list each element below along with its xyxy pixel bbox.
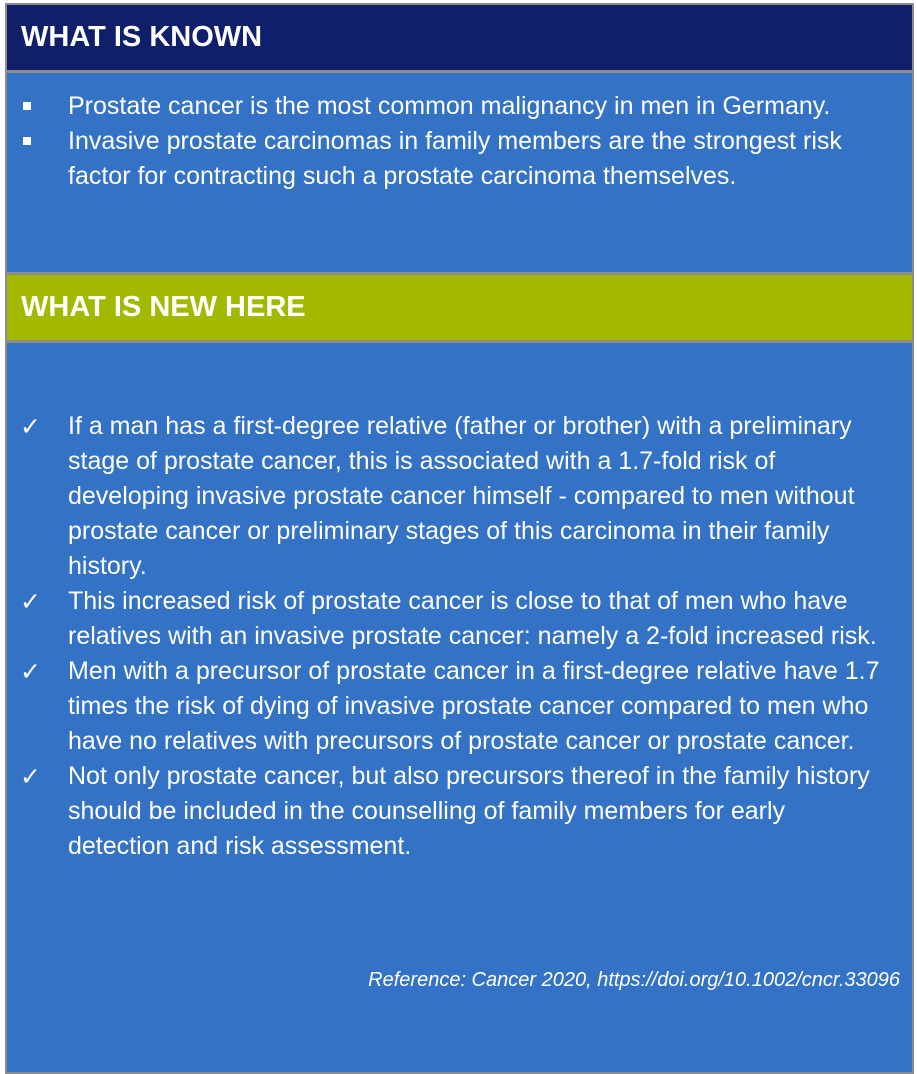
checkmark-icon: ✓ xyxy=(20,412,41,441)
list-item xyxy=(7,89,912,124)
list-item-text: Prostate cancer is the most common malignancy in men in Germany. xyxy=(68,92,831,120)
checkmark-icon: ✓ xyxy=(20,587,41,616)
what-is-new-header xyxy=(7,275,912,343)
list-item-text: If a man has a first-degree relative (father or brother) with a preliminary stage of prostate cancer, this is associated with a 1.7-fold risk of developing invasive prostate cancer himself - compared to men without prostate cancer or preliminary stages of this carcinoma in their family history. xyxy=(68,412,855,580)
infobox xyxy=(5,3,914,1074)
list-item-text: Not only prostate cancer, but also precursors thereof in the family history should be included in the counselling of family members for early detection and risk assessment. xyxy=(68,762,870,860)
list-item-text: Men with a precursor of prostate cancer in a first-degree relative have 1.7 times the risk of dying of invasive prostate cancer compared to men who have no relatives with precursors of prostate cancer or prostate cancer. xyxy=(68,657,880,755)
what-is-known-title: WHAT IS KNOWN xyxy=(21,21,263,53)
what-is-new-title: WHAT IS NEW HERE xyxy=(21,291,306,323)
list-item xyxy=(7,654,912,759)
reference-citation: Reference: Cancer 2020, https://doi.org/10.1002/cncr.33096 xyxy=(368,969,900,991)
checkmark-icon: ✓ xyxy=(20,657,41,686)
what-is-known-list xyxy=(7,89,912,194)
what-is-known-header xyxy=(7,5,912,73)
square-bullet-icon xyxy=(23,137,31,145)
what-is-new-list xyxy=(7,409,912,864)
list-item xyxy=(7,409,912,584)
list-item-text: This increased risk of prostate cancer is close to that of men who have relatives with an invasive prostate cancer: namely a 2-fold increased risk. xyxy=(68,587,877,650)
checkmark-icon: ✓ xyxy=(20,762,41,791)
list-item xyxy=(7,759,912,864)
list-item-text: Invasive prostate carcinomas in family members are the strongest risk factor for contracting such a prostate carcinoma themselves. xyxy=(68,127,842,190)
list-item xyxy=(7,584,912,654)
square-bullet-icon xyxy=(23,102,31,110)
list-item xyxy=(7,124,912,194)
